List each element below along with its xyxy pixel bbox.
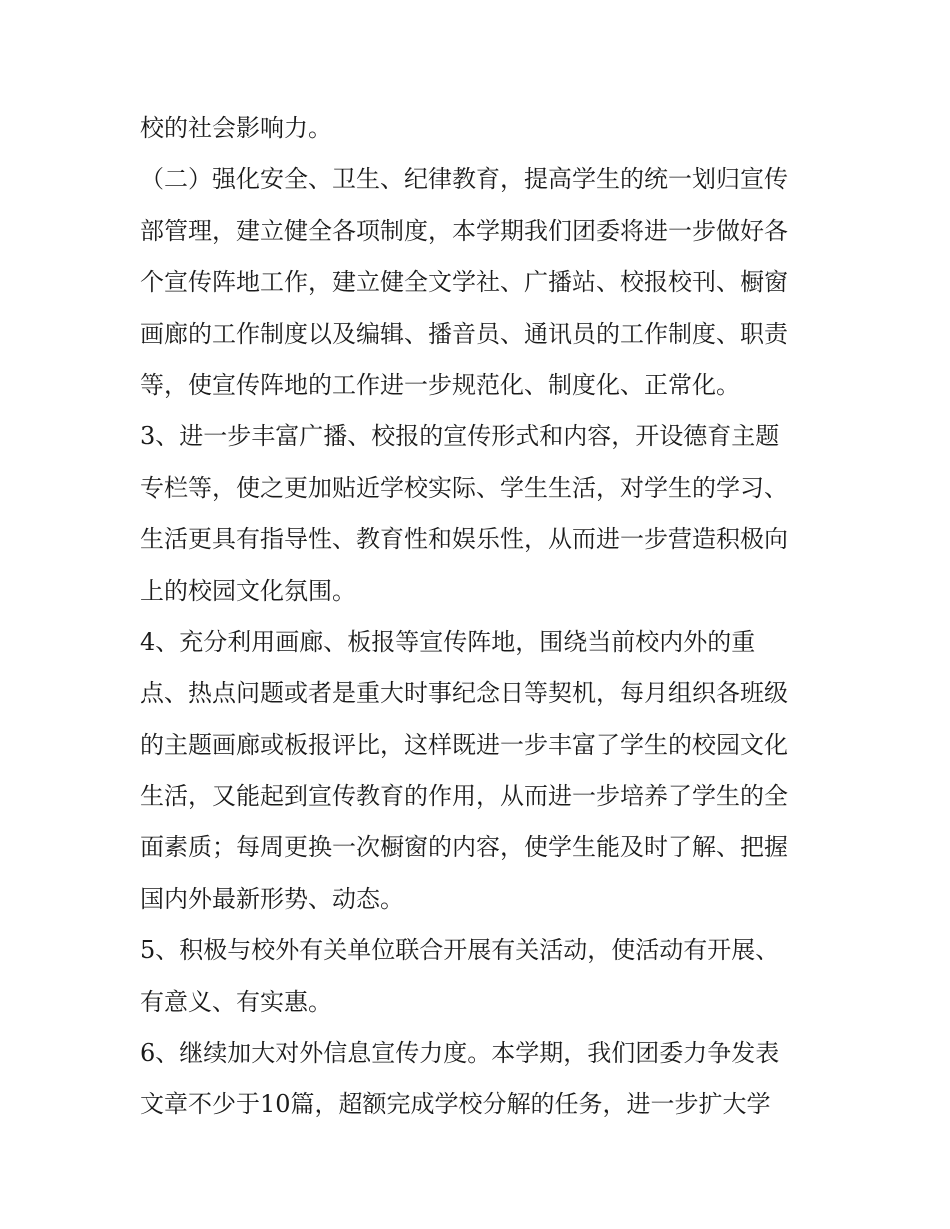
text-line: （二）强化安全、卫生、纪律教育，提高学生的统一划归宣传	[140, 165, 788, 194]
document-body	[140, 106, 820, 1134]
text-line: 国内外最新形势、动态。	[140, 884, 404, 913]
text-line: 6、继续加大对外信息宣传力度。本学期，我们团委力争发表	[140, 1039, 780, 1068]
text-line: 面素质；每周更换一次橱窗的内容，使学生能及时了解、把握	[140, 833, 788, 862]
text-line: 文章不少于10篇，超额完成学校分解的任务，进一步扩大学	[140, 1090, 771, 1119]
text-line: 4、充分利用画廊、板报等宣传阵地，围绕当前校内外的重	[140, 627, 756, 656]
text-line: 等，使宣传阵地的工作进一步规范化、制度化、正常化。	[140, 370, 740, 399]
text-line: 专栏等，使之更加贴近学校实际、学生生活，对学生的学习、	[140, 473, 788, 502]
text-line: 有意义、有实惠。	[140, 987, 332, 1016]
text-line: 校的社会影响力。	[140, 114, 332, 142]
text-line: 个宣传阵地工作，建立健全文学社、广播站、校报校刊、橱窗	[140, 268, 788, 297]
text-line: 的主题画廊或板报评比，这样既进一步丰富了学生的校园文化	[140, 730, 788, 759]
text-line: 3、进一步丰富广播、校报的宣传形式和内容，开设德育主题	[140, 422, 780, 451]
text-line: 点、热点问题或者是重大时事纪念日等契机，每月组织各班级	[140, 679, 788, 708]
text-line: 5、积极与校外有关单位联合开展有关活动，使活动有开展、	[140, 936, 780, 965]
text-line: 生活，又能起到宣传教育的作用，从而进一步培养了学生的全	[140, 782, 788, 811]
text-line: 部管理，建立健全各项制度，本学期我们团委将进一步做好各	[140, 216, 788, 245]
text-line: 画廊的工作制度以及编辑、播音员、通讯员的工作制度、职责	[140, 319, 788, 348]
text-line: 上的校园文化氛围。	[140, 576, 356, 605]
text-line: 生活更具有指导性、教育性和娱乐性，从而进一步营造积极向	[140, 525, 788, 554]
